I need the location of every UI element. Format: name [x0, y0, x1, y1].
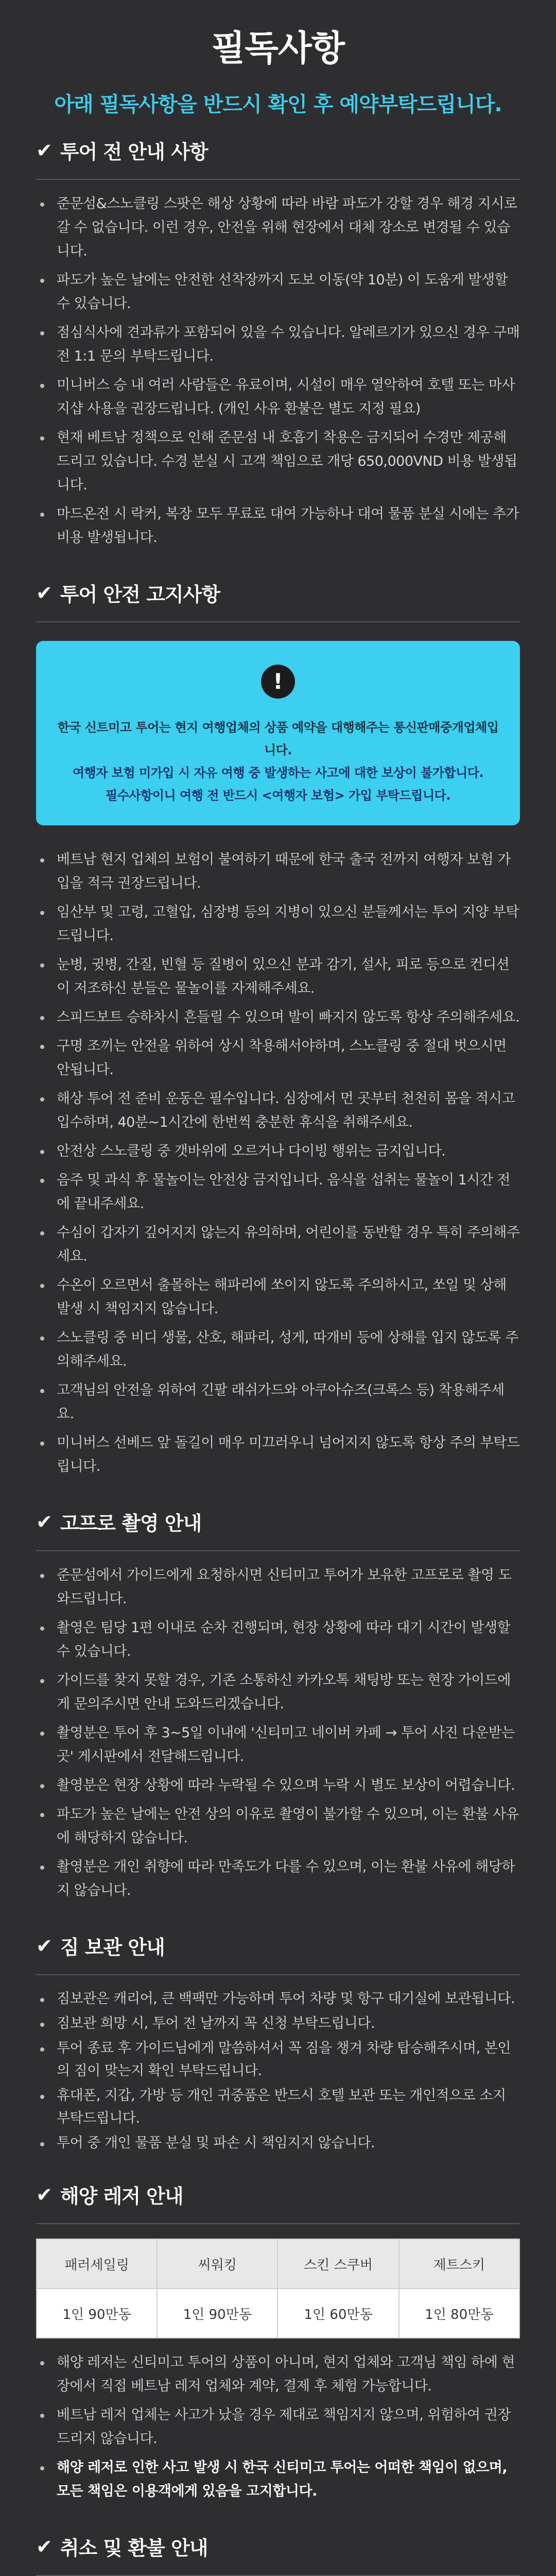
- page-subtitle: 아래 필독사항을 반드시 확인 후 예약부탁드립니다.: [54, 93, 502, 116]
- table-header-cell: 씨워킹: [157, 2239, 277, 2289]
- tour-info-list: [36, 180, 520, 560]
- table-cell: 1인 60만동: [277, 2289, 398, 2338]
- check-icon: ✔: [36, 581, 52, 604]
- section-header: [36, 117, 520, 180]
- section-gopro: [36, 1489, 520, 1913]
- list-item: 수온이 오르면서 출몰하는 해파리에 쏘이지 않도록 주의하시고, 쏘일 및 상해 발생 시 책임지지 않습니다.: [36, 1274, 520, 1321]
- list-item: 해상 투어 전 준비 운동은 필수입니다. 심장에서 먼 곳부터 천천히 몸을 적시고 입수하며, 40분~1시간에 한번씩 충분한 휴식을 취해주세요.: [36, 1087, 520, 1134]
- list-item: 투어 중 개인 물품 분실 및 파손 시 책임지지 않습니다.: [36, 2132, 520, 2155]
- list-item: 마드온전 시 락커, 복장 모두 무료로 대여 가능하나 대여 물품 분실 시에는 추가 비용 발생됩니다.: [36, 502, 520, 550]
- section-safety: [36, 560, 520, 1489]
- list-item: 파도가 높은 날에는 안전한 선착장까지 도보 이동(약 10분) 이 도움게 발생할 수 있습니다.: [36, 268, 520, 316]
- section-header: [36, 1489, 520, 1551]
- safety-notice-callout: [36, 641, 520, 825]
- list-item: 촬영분은 현장 상황에 따라 누락될 수 있으며 누락 시 별도 보상이 어렵습니다.: [36, 1774, 520, 1798]
- exclamation-icon: !: [261, 665, 295, 699]
- list-item: 눈병, 귓병, 간질, 빈혈 등 질병이 있으신 분과 감기, 설사, 피로 등으로 컨디션이 저조하신 분들은 물놀이를 자제해주세요.: [36, 953, 520, 1001]
- section-title: 고프로 촬영 안내: [60, 1512, 202, 1535]
- table-header-cell: 스킨 스쿠버: [277, 2239, 398, 2289]
- luggage-list: [36, 1975, 520, 2162]
- section-marine-leisure: [36, 2162, 520, 2514]
- list-item: 준문섬에서 가이드에게 요청하시면 신티미고 투어가 보유한 고프로로 촬영 도와드립니다.: [36, 1564, 520, 1611]
- list-item: 촬영은 팀당 1편 이내로 순차 진행되며, 현장 상황에 따라 대기 시간이 발생할 수 있습니다.: [36, 1616, 520, 1664]
- list-item: 촬영분은 개인 취향에 따라 만족도가 다를 수 있으며, 이는 환불 사유에 해당하지 않습니다.: [36, 1855, 520, 1903]
- table-header-row: [37, 2239, 519, 2289]
- table-cell: 1인 80만동: [399, 2289, 519, 2338]
- section-title: 취소 및 환불 안내: [60, 2537, 208, 2560]
- section-title: 짐 보관 안내: [60, 1936, 165, 1959]
- section-title: 투어 전 안내 사항: [60, 141, 208, 163]
- table-row: [37, 2289, 519, 2338]
- check-icon: ✔: [36, 2535, 52, 2558]
- list-item: 미니버스 승 내 여러 사람들은 유료이며, 시설이 매우 열악하여 호텔 또는 마사지샵 사용을 권장드립니다. (개인 사유 환불은 별도 지정 필요): [36, 374, 520, 421]
- list-item: 고객님의 안전을 위하여 긴팔 래쉬가드와 아쿠아슈즈(크록스 등) 착용해주세요.: [36, 1379, 520, 1426]
- list-item: 점심식사에 견과류가 포함되어 있을 수 있습니다. 알레르기가 있으신 경우 구매 전 1:1 문의 부탁드립니다.: [36, 321, 520, 368]
- list-item: 휴대폰, 지갑, 가방 등 개인 귀중품은 반드시 호텔 보관 또는 개인적으로 소지 부탁드립니다.: [36, 2084, 520, 2130]
- list-item: 음주 및 과식 후 물놀이는 안전상 금지입니다. 음식을 섭취는 물놀이 1시간 전에 끝내주세요.: [36, 1168, 520, 1216]
- list-item: 해양 레저는 신티미고 투어의 상품이 아니며, 현지 업체와 고객님 책임 하에 현장에서 직접 베트남 레저 업체와 계약, 결제 후 체험 가능합니다.: [36, 2351, 520, 2398]
- notice-line: 한국 신트미고 투어는 현지 여행업체의 상품 예약을 대행해주는 통신판매중개업체입니다.: [57, 720, 499, 757]
- list-item: 스노클링 중 비디 생물, 산호, 해파리, 성게, 따개비 등에 상해를 입지 않도록 주의해주세요.: [36, 1326, 520, 1374]
- section-title: 해양 레저 안내: [60, 2185, 183, 2208]
- section-luggage: [36, 1913, 520, 2162]
- table-cell: 1인 90만동: [37, 2289, 157, 2338]
- list-item: 스피드보트 승하차시 흔들릴 수 있으며 발이 빠지지 않도록 항상 주의해주세요.: [36, 1006, 520, 1029]
- list-item: 안전상 스노클링 중 갯바위에 오르거나 다이빙 행위는 금지입니다.: [36, 1140, 520, 1163]
- leisure-list: [36, 2338, 520, 2514]
- gopro-list: [36, 1551, 520, 1913]
- section-header: [36, 560, 520, 622]
- table-header-cell: 패러세일링: [37, 2239, 157, 2289]
- safety-list: [36, 836, 520, 1489]
- table-cell: 1인 90만동: [157, 2289, 277, 2338]
- check-icon: ✔: [36, 2183, 52, 2206]
- list-item: 짐보관 희망 시, 투어 전 날까지 꼭 신청 부탁드립니다.: [36, 2012, 520, 2035]
- list-item: 구명 조끼는 안전을 위하여 상시 착용해서야하며, 스노클링 중 절대 벗으시면 안됩니다.: [36, 1035, 520, 1082]
- list-item: 파도가 높은 날에는 안전 상의 이유로 촬영이 불가할 수 있으며, 이는 환불 사유에 해당하지 않습니다.: [36, 1803, 520, 1850]
- check-icon: ✔: [36, 139, 52, 162]
- list-item: 짐보관은 캐리어, 큰 백팩만 가능하며 투어 차량 및 항구 대기실에 보관됩니다.: [36, 1988, 520, 2010]
- list-item: 가이드를 찾지 못할 경우, 기존 소통하신 카카오톡 채팅방 또는 현장 가이드에게 문의주시면 안내 도와드리겠습니다.: [36, 1669, 520, 1716]
- list-item: 베트남 레저 업체는 사고가 났을 경우 제대로 책임지지 않으며, 위험하여 권장드리지 않습니다.: [36, 2403, 520, 2451]
- list-item: 베트남 현지 업체의 보험이 불여하기 때문에 한국 출국 전까지 여행자 보험 가입을 적극 권장드립니다.: [36, 848, 520, 895]
- list-item: 임산부 및 고령, 고혈압, 심장병 등의 지병이 있으신 분들께서는 투어 지양 부탁드립니다.: [36, 901, 520, 948]
- section-tour-info: [36, 117, 520, 560]
- check-icon: ✔: [36, 1510, 52, 1533]
- list-item: 수심이 갑자기 깊어지지 않는지 유의하며, 어린이를 동반할 경우 특히 주의해주세요.: [36, 1221, 520, 1268]
- list-item: 준문섬&스노클링 스팟은 해상 상황에 따라 바람 파도가 강할 경우 해경 지시로 갈 수 없습니다. 이런 경우, 안전을 위해 현장에서 대체 장소로 변경될 수 있습니다.: [36, 192, 520, 263]
- section-header: [36, 2514, 520, 2576]
- list-item: 현재 베트남 정책으로 인해 준문섬 내 호흡기 착용은 금지되어 수경만 제공해 드리고 있습니다. 수경 분실 시 고객 책임으로 개당 650,000VND 비용 발생됩니다.: [36, 426, 520, 497]
- section-header: [36, 2162, 520, 2224]
- check-icon: ✔: [36, 1934, 52, 1957]
- list-item: 해양 레저로 인한 사고 발생 시 한국 신티미고 투어는 어떠한 책임이 없으며, 모든 책임은 이용객에게 있음을 고지합니다.: [36, 2456, 520, 2503]
- page-title: 필독사항: [211, 28, 345, 69]
- notice-line: 필수사항이니 여행 전 반드시 <여행자 보험> 가입 부탁드립니다.: [106, 788, 450, 803]
- section-refund: [36, 2514, 520, 2576]
- list-item: 투어 종료 후 가이드님에게 말씀하셔서 꼭 짐을 챙겨 차량 탑승해주시며, 본인의 짐이 맞는지 확인 부탁드립니다.: [36, 2037, 520, 2082]
- section-title: 투어 안전 고지사항: [60, 583, 220, 606]
- list-item: 촬영분은 투어 후 3~5일 이내에 '신티미고 네이버 카페 → 투어 사진 다운받는 곳' 게시판에서 전달해드립니다.: [36, 1721, 520, 1769]
- table-header-cell: 제트스키: [399, 2239, 519, 2289]
- list-item: 미니버스 선베드 앞 돌길이 매우 미끄러우니 넘어지지 않도록 항상 주의 부탁드립니다.: [36, 1431, 520, 1479]
- section-header: [36, 1913, 520, 1975]
- notice-line: 여행자 보험 미가입 시 자유 여행 중 발생하는 사고에 대한 보상이 불가합니다.: [72, 766, 484, 780]
- leisure-price-table: [36, 2239, 520, 2338]
